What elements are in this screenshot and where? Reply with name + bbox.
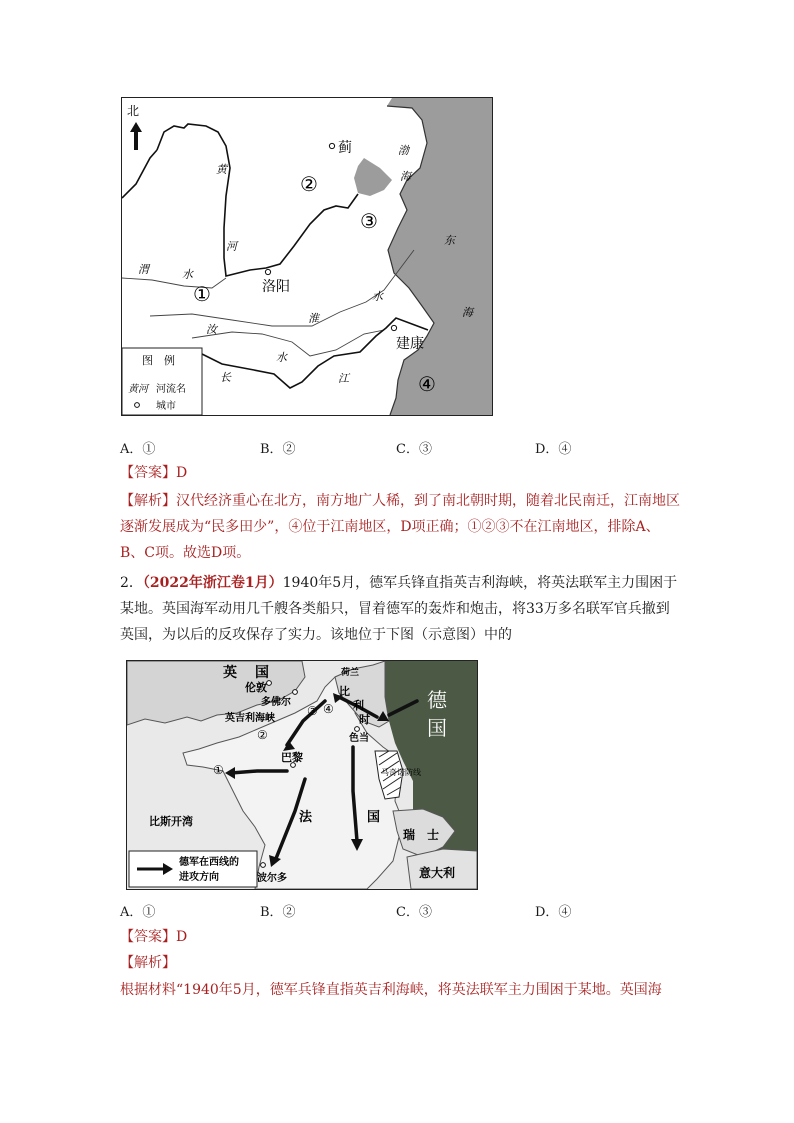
- label-france-2: 国: [367, 810, 381, 825]
- q2-analysis-text: 根据材料“1940年5月，德军兵锋直指英吉利海峡，将英法联军主力围困于某地。英国海: [120, 982, 662, 998]
- river-ru-label-1: 汝: [206, 323, 217, 336]
- q1-option-c[interactable]: C．③: [396, 442, 432, 457]
- map-western-europe-1940: [126, 660, 478, 890]
- legend-city-dot: [135, 403, 140, 408]
- q2-analysis-label: 【解析】: [120, 955, 176, 971]
- label-london: 伦敦: [245, 681, 267, 694]
- q1-option-a[interactable]: A．①: [120, 442, 156, 457]
- city-bordeaux-dot: [261, 863, 266, 868]
- marker-3: ③: [360, 209, 378, 233]
- q1-answer: 【答案】D: [120, 465, 188, 481]
- river-chang-label-1: 长: [220, 371, 231, 384]
- q2-option-c[interactable]: C．③: [396, 905, 432, 920]
- q1-analysis-label: 【解析】: [120, 493, 176, 509]
- label-germany-1: 德: [427, 688, 447, 712]
- label-swiss-1: 瑞: [403, 828, 416, 842]
- city-dover-dot: [293, 690, 298, 695]
- q1-analysis-text: 汉代经济重心在北方，南方地广人稀，到了南北朝时期，随着北民南迁，江南地区逐渐发展成为“民多田少”，④位于江南地区，D项正确；①②③不在江南地区，排除A、B、C项。故选D项。: [120, 493, 680, 561]
- north-label: 北: [127, 104, 140, 118]
- map2-drawing: [127, 661, 477, 889]
- label-swiss-2: 士: [427, 828, 440, 842]
- city-sedan-dot: [355, 727, 360, 732]
- label-channel: 英吉利海峡: [225, 713, 275, 724]
- legend-city-label: 城市: [156, 401, 176, 412]
- label-belgium-1: 比: [339, 685, 350, 698]
- label-dover: 多佛尔: [261, 697, 291, 708]
- label-biscay: 比斯开湾: [149, 815, 193, 828]
- marker-2: ②: [300, 172, 318, 196]
- north-arrow-icon: [130, 122, 142, 150]
- map1-drawing: [122, 98, 492, 415]
- label-netherlands: 荷兰: [341, 668, 360, 678]
- city-ji-dot: [329, 143, 334, 148]
- map2-marker-1: ①: [213, 763, 224, 777]
- q2-options: [120, 901, 680, 923]
- map2-marker-4: ④: [323, 702, 334, 716]
- q2-source: （2022年浙江卷1月）: [142, 575, 283, 591]
- q2-number: 2．: [120, 575, 143, 591]
- city-luoyang-dot: [265, 269, 270, 274]
- city-luoyang-label: 洛阳: [262, 279, 290, 295]
- q2-stem: 1940年5月，德军兵锋直指英吉利海峡，将英法联军主力围困于某地。英国海军动用几千艘各类船只，冒着德军的轰炸和炮击，将33万多名联军官兵撤到英国，为以后的反攻保存了实力。该地位于下图（示意图）中的: [120, 575, 678, 643]
- label-sedan: 色当: [349, 733, 369, 744]
- river-chang-label-2: 江: [338, 372, 349, 385]
- map-china-south-north: [121, 97, 493, 416]
- city-london-dot: [267, 681, 272, 686]
- yellow-river-upper: [122, 150, 157, 198]
- city-ji-label: 蓟: [338, 140, 352, 156]
- city-jiankang-dot: [391, 325, 396, 330]
- label-belgium-3: 时: [359, 713, 370, 726]
- q2-option-d[interactable]: D．④: [535, 905, 572, 920]
- label-italy: 意大利: [419, 866, 456, 880]
- q2-answer: 【答案】D: [120, 929, 188, 945]
- river-wei-label-1: 渭: [138, 263, 149, 276]
- marker-4: ④: [418, 372, 436, 396]
- label-bordeaux: 波尔多: [257, 873, 287, 884]
- label-uk-1: 英: [223, 665, 237, 681]
- map2-marker-2: ②: [257, 728, 268, 742]
- label-belgium-2: 利: [353, 699, 364, 712]
- label-uk-2: 国: [255, 665, 269, 681]
- label-germany-2: 国: [427, 716, 447, 740]
- map2-marker-3: ③: [307, 704, 318, 718]
- label-maginot: 马奇诺防线: [381, 768, 421, 777]
- q2-option-b[interactable]: B．②: [260, 905, 296, 920]
- sea-bo-label-2: 海: [400, 170, 411, 183]
- legend-text-1: 德军在西线的: [179, 857, 239, 868]
- q1-analysis: [120, 488, 680, 566]
- label-france-1: 法: [299, 810, 313, 825]
- legend-text-2: 进攻方向: [179, 872, 219, 883]
- river-wei-label-2: 水: [182, 268, 193, 281]
- river-huai-label-2: 水: [372, 290, 383, 303]
- label-paris: 巴黎: [281, 751, 303, 764]
- marker-1: ①: [193, 282, 211, 306]
- sea-dong-label-1: 东: [444, 234, 455, 247]
- river-huai-label-1: 淮: [308, 312, 319, 325]
- q2-stem-block: [120, 570, 680, 648]
- yellow-river-line: [157, 124, 358, 276]
- bohai-bay: [354, 158, 392, 196]
- legend-title: 图 例: [142, 354, 175, 367]
- sea-dong-label-2: 海: [462, 306, 473, 319]
- legend-river-sample: 黄河: [128, 384, 148, 395]
- q1-options: [120, 438, 680, 460]
- river-huang-label-1: 黄: [216, 163, 227, 176]
- legend-river-label: 河流名: [156, 384, 186, 395]
- q2-option-a[interactable]: A．①: [120, 905, 156, 920]
- city-jiankang-label: 建康: [396, 336, 424, 352]
- sea-bo-label-1: 渤: [398, 144, 409, 157]
- q1-option-b[interactable]: B．②: [260, 442, 296, 457]
- q1-option-d[interactable]: D．④: [535, 442, 572, 457]
- river-huang-label-2: 河: [226, 240, 237, 253]
- river-ru-label-2: 水: [276, 351, 287, 364]
